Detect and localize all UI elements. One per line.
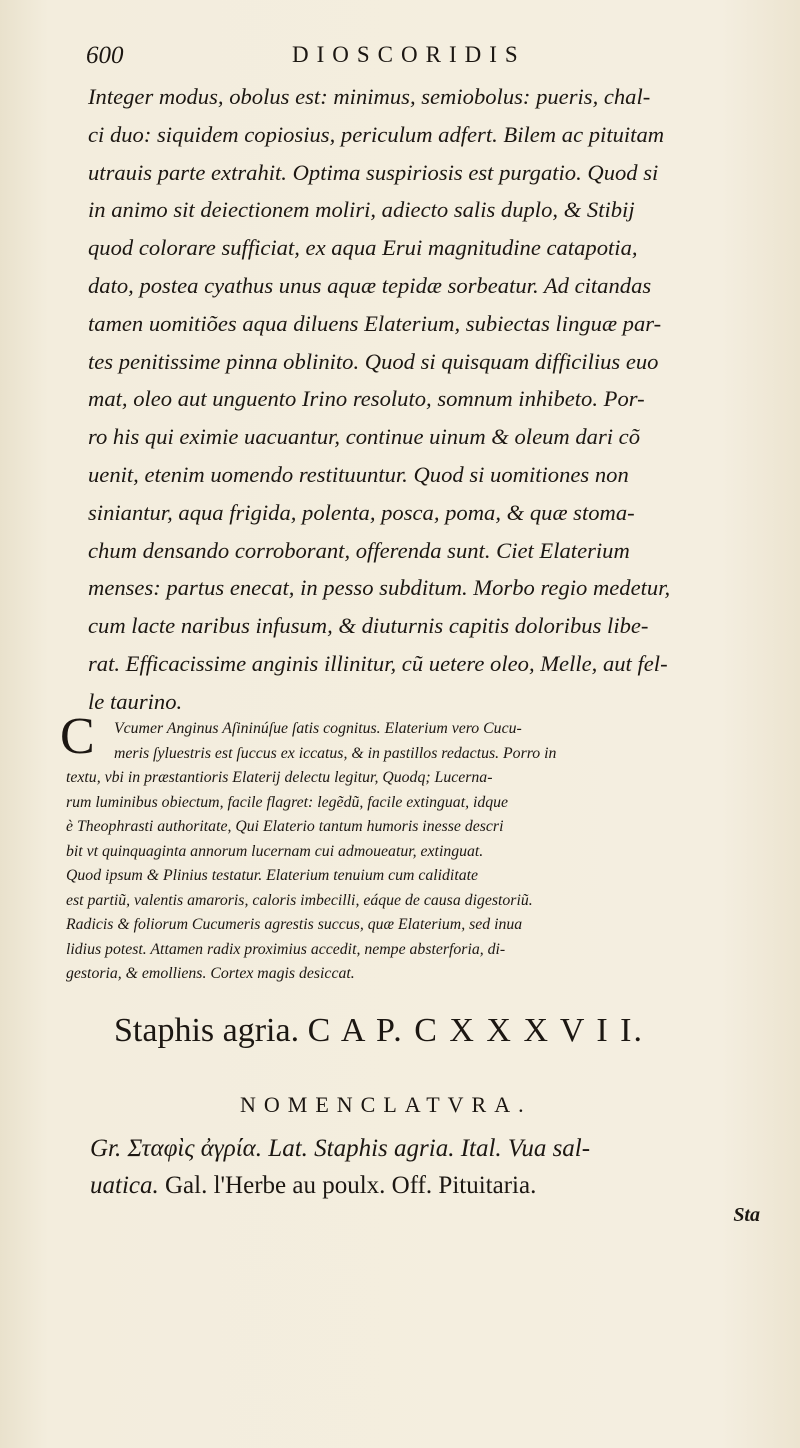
commentary-line: est partiũ, valentis amaroris, caloris imbecilli, eáque de causa digestoriũ.	[66, 891, 533, 909]
main-text-line: ro his qui eximie uacuantur, continue uinum & oleum dari cõ	[88, 424, 641, 450]
main-text-line: siniantur, aqua frigida, polenta, posca, poma, & quæ stoma-	[88, 499, 635, 525]
commentary-line: è Theophrasti authoritate, Qui Elaterio tantum humoris inesse descri	[66, 818, 504, 835]
synonyms-italian-end: uatica.	[90, 1172, 159, 1199]
main-text	[88, 78, 778, 721]
commentary-line: lidius potest. Attamen radix proximius accedit, nempe absterforia, di-	[66, 940, 506, 958]
commentary-line: gestoria, & emolliens. Cortex magis desiccat.	[66, 965, 355, 982]
main-text-line: quod colorare sufficiat, ex aqua Erui magnitudine catapotia,	[88, 235, 638, 261]
commentary-block	[60, 708, 778, 987]
commentary-line: meris ſyluestris est ſuccus ex iccatus, & in pastillos redactus. Porro in	[114, 744, 557, 762]
commentary-line: Quod ipsum & Plinius testatur. Elaterium tenuium cum caliditate	[66, 867, 479, 884]
chapter-heading	[114, 1012, 794, 1050]
main-text-line: chum densando corroborant, offerenda sunt. Ciet Elaterium	[88, 537, 630, 563]
drop-cap-initial: C	[60, 708, 95, 765]
synonyms-french-officinal: Gal. l'Herbe au poulx. Off. Pituitaria.	[158, 1172, 537, 1199]
running-title: DIOSCORIDIS	[292, 42, 526, 67]
chapter-number: C A P. C X X X V I I.	[307, 1012, 645, 1049]
commentary-line: rum luminibus obiectum, facile flagret: legẽdũ, facile extinguat, idque	[66, 793, 509, 811]
main-text-line: cum lacte naribus infusum, & diuturnis capitis doloribus libe-	[88, 613, 649, 639]
main-text-line: rat. Efficacissime anginis illinitur, cũ uetere oleo, Melle, aut fel-	[88, 650, 668, 676]
catchword: Sta	[733, 1204, 760, 1226]
nomenclatura-heading: NOMENCLATVRA.	[240, 1092, 532, 1117]
commentary-line: bit vt quinquaginta annorum lucernam cui admoueatur, extinguat.	[66, 842, 484, 860]
main-text-line: utrauis parte extrahit. Optima suspiriosis est purgatio. Quod si	[88, 159, 659, 185]
commentary-line: Radicis & foliorum Cucumeris agrestis succus, quæ Elaterium, sed inua	[66, 916, 523, 933]
main-text-line: mat, oleo aut unguento Irino resoluto, somnum inhibeto. Por-	[88, 386, 645, 412]
main-text-line: menses: partus enecat, in pesso subditum. Morbo regio medetur,	[88, 575, 671, 601]
synonyms-greek: Gr. Σταφὶς ἀγρία.	[90, 1135, 269, 1162]
commentary-line: Vcumer Anginus Aſininúſue ſatis cognitus. Elaterium vero Cucu-	[114, 720, 522, 737]
main-text-line: tes penitissime pinna oblinito. Quod si quisquam difficilius euo	[88, 348, 659, 374]
main-text-line: in animo sit deiectionem moliri, adiecto salis duplo, & Stibij	[88, 197, 635, 223]
synonyms-latin-italian: Lat. Staphis agria. Ital. Vua sal-	[268, 1135, 591, 1162]
main-text-line: le taurino.	[88, 688, 183, 714]
main-text-line: ci duo: siquidem copiosius, periculum adfert. Bilem ac pituitam	[88, 121, 665, 147]
main-text-line: uenit, etenim uomendo restituuntur. Quod si uomitiones non	[88, 461, 629, 487]
synonyms-line	[90, 1167, 790, 1204]
main-text-line: tamen uomitiões aqua diluens Elaterium, subiectas linguæ par-	[88, 310, 662, 336]
synonyms-line	[90, 1130, 790, 1167]
page-number: 600	[86, 42, 124, 69]
chapter-title: Staphis agria.	[114, 1012, 300, 1049]
main-text-line: dato, postea cyathus unus aquæ tepidæ sorbeatur. Ad citandas	[88, 272, 652, 298]
synonyms-block	[90, 1130, 790, 1204]
commentary-line: textu, vbi in præstantioris Elaterij delectu legitur, Quodq; Lucerna-	[66, 769, 493, 786]
main-text-line: Integer modus, obolus est: minimus, semiobolus: pueris, chal-	[88, 84, 651, 109]
